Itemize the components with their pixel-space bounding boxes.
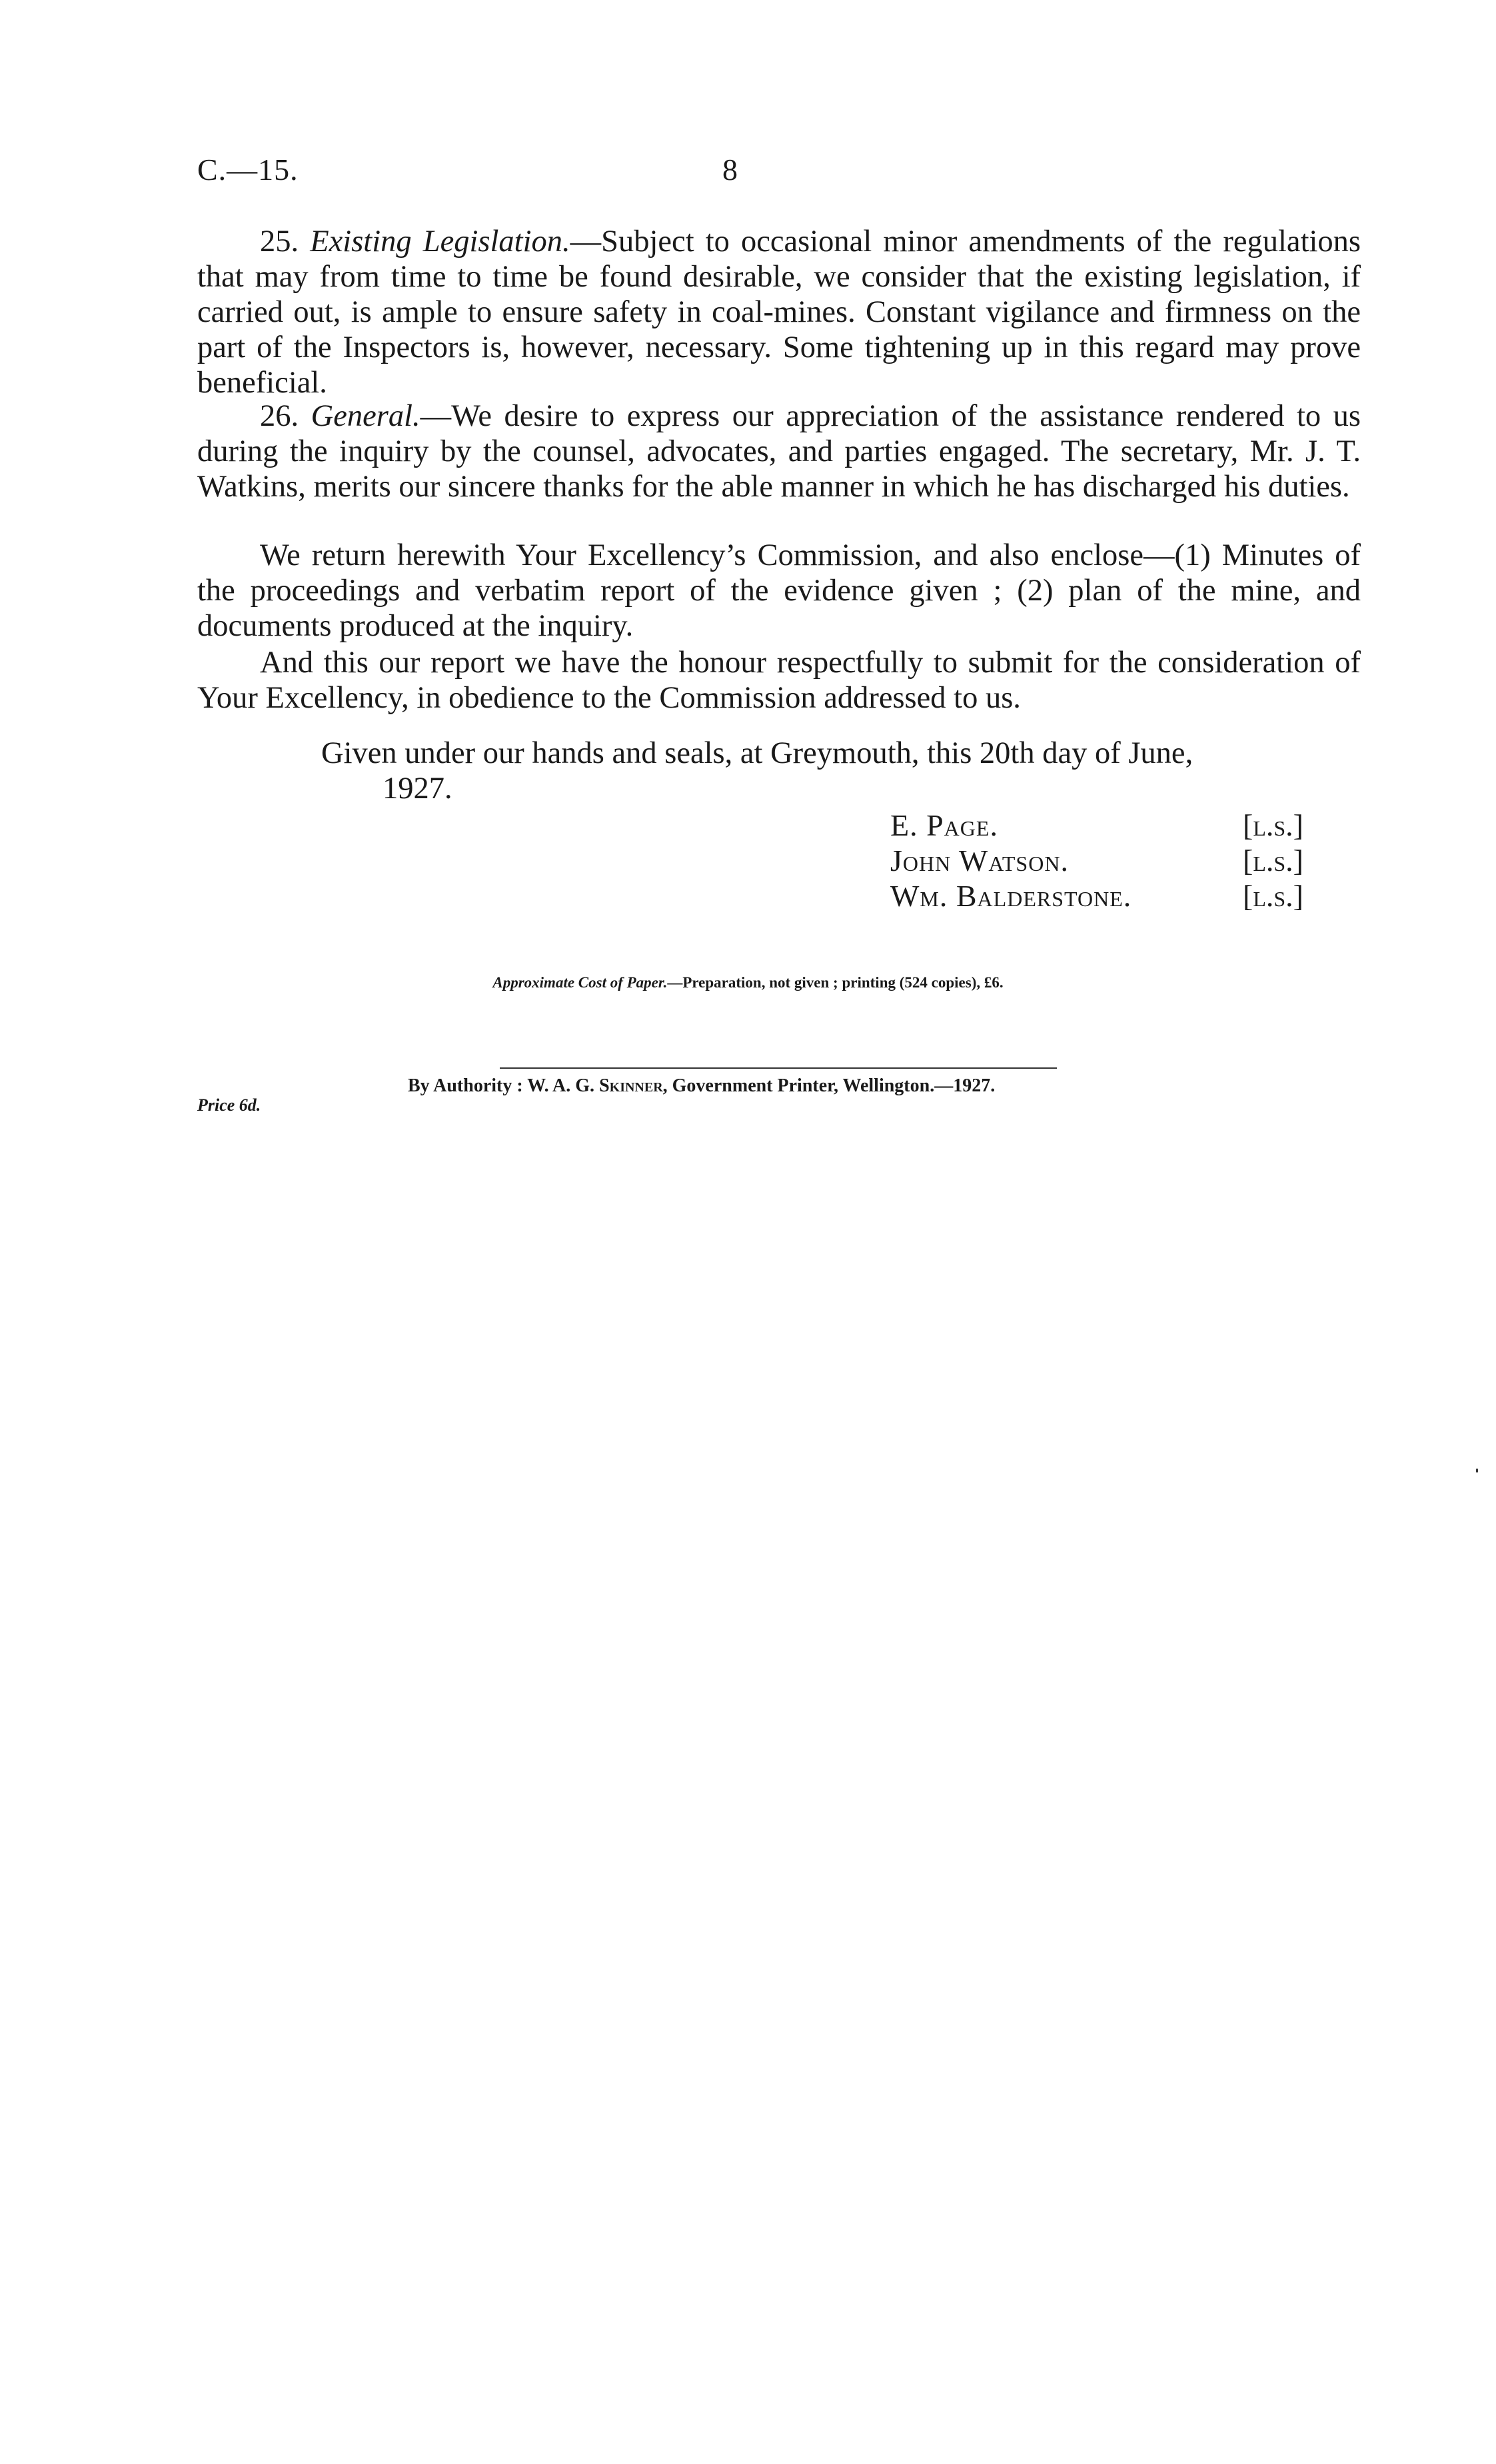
- seal-mark: [l.s.]: [1243, 879, 1303, 913]
- seal-mark: [l.s.]: [1243, 808, 1303, 842]
- signatory-name: Wm. Balderstone.: [890, 879, 1132, 913]
- paragraph-submission: And this our report we have the honour respectfully to submit for the consideration of Your Excellency, in obedience to the Commission addressed to us.: [197, 646, 1361, 715]
- paragraph-26: [197, 398, 1361, 504]
- given-year: 1927.: [382, 772, 452, 806]
- paragraph-number: 25.: [260, 225, 299, 259]
- paragraph-text: —We desire to express our appreciation of the assistance rendered to us during the inquiry by the counsel, advocates, and parties engaged. The secretary, Mr. J. T. Watkins, merits our sincere thanks for the able manner in which he has discharged his duties.: [197, 399, 1361, 504]
- document-reference: C.—15.: [197, 153, 299, 187]
- seal-mark: [l.s.]: [1243, 844, 1303, 878]
- paragraph-return-commission: We return herewith Your Excellency’s Commission, and also enclose—(1) Minutes of the proceedings and verbatim report of the evidence given ; (2) plan of the mine, and documents produced at the inquiry.: [197, 538, 1361, 643]
- cost-label: Approximate Cost of Paper.: [492, 974, 668, 991]
- paragraph-number: 26.: [260, 399, 299, 433]
- paragraph-25: [197, 224, 1361, 400]
- authority-prefix: By Authority : W. A. G.: [408, 1075, 600, 1096]
- signatory-name: John Watson.: [890, 844, 1069, 878]
- cost-text: —Preparation, not given ; printing (524 copies), £6.: [667, 974, 1004, 991]
- paragraph-heading: General.: [311, 399, 420, 433]
- printer-name: Skinner: [599, 1075, 663, 1096]
- page-number: 8: [722, 153, 738, 187]
- given-line: Given under our hands and seals, at Greymouth, this 20th day of June,: [321, 736, 1193, 770]
- authority-suffix: , Government Printer, Wellington.—1927.: [662, 1075, 996, 1096]
- price-label: Price 6d.: [197, 1095, 261, 1115]
- printer-authority: [408, 1075, 995, 1097]
- given-under-hands: [197, 736, 1361, 806]
- cost-of-paper: [0, 974, 1496, 991]
- signatory-name: E. Page.: [890, 808, 998, 842]
- paragraph-heading: Existing Legislation.: [310, 225, 570, 259]
- signature-row: [890, 878, 1303, 914]
- footer-rule: [500, 1067, 1057, 1069]
- print-speck: [1476, 1469, 1478, 1473]
- paragraph-text: —Subject to occasional minor amendments of the regulations that may from time to time be found desirable, we consider that the existing legislation, if carried out, is ample to ensure safety in coal-mines. Constant vigilance and firmness on the part of the Inspectors is, however, necessary. Some tightening up in this regard may prove beneficial.: [197, 225, 1361, 400]
- signature-row: [890, 808, 1303, 843]
- signature-block: [890, 808, 1303, 914]
- signature-row: [890, 843, 1303, 878]
